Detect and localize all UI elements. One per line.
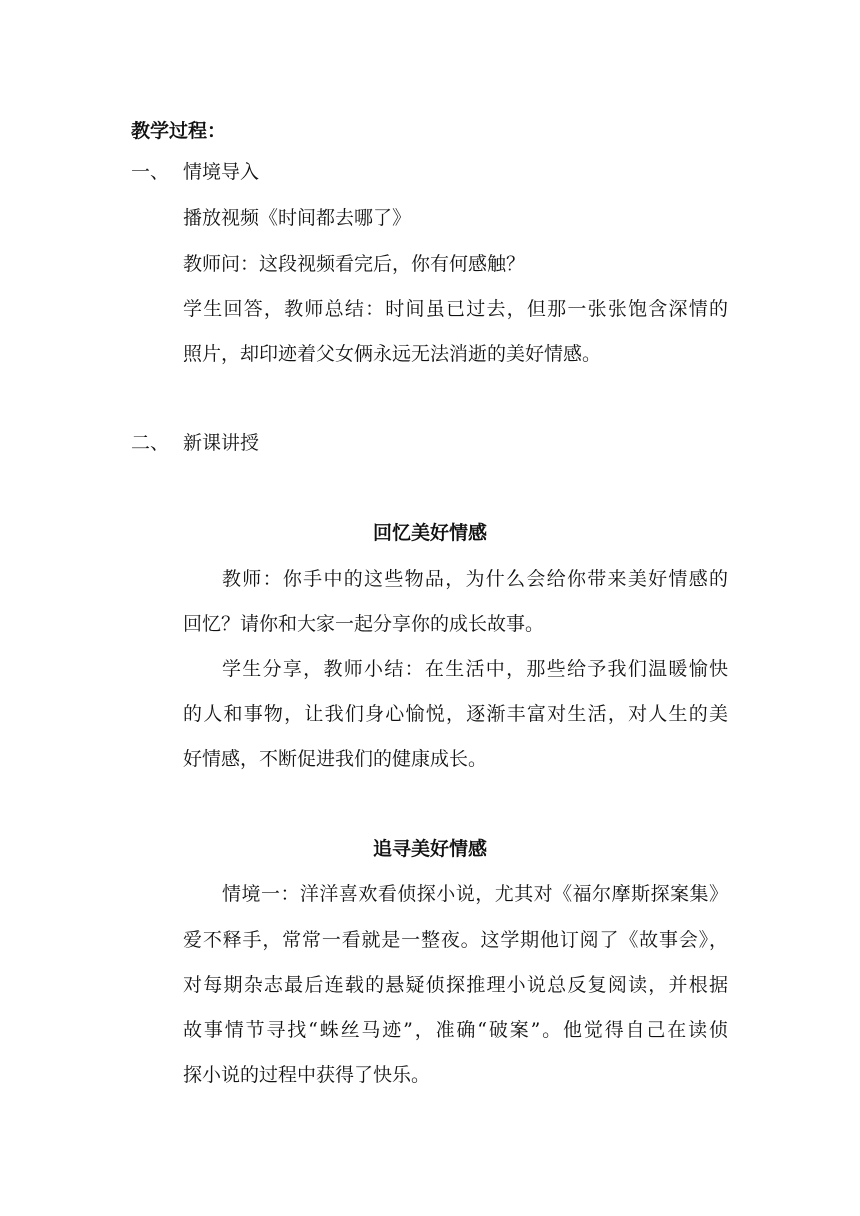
subsection-2-line-4: 故事情节寻找“蛛丝马迹”，准确“破案”。他觉得自己在读侦 (183, 1019, 728, 1041)
subsection-1-line-3: 学生分享，教师小结：在生活中，那些给予我们温暖愉快 (222, 658, 728, 680)
page-heading: 教学过程： (131, 120, 227, 142)
subsection-1-line-2: 回忆？请你和大家一起分享你的成长故事。 (183, 613, 545, 635)
subsection-2-line-2: 爱不释手，常常一看就是一整夜。这学期他订阅了《故事会》， (183, 929, 728, 951)
section-2-number: 二、 (131, 432, 170, 454)
section-1-number: 一、 (131, 161, 170, 183)
section-1-line-3: 学生回答，教师总结：时间虽已过去，但那一张张饱含深情的 (183, 298, 728, 320)
subsection-1-line-5: 好情感，不断促进我们的健康成长。 (183, 748, 488, 770)
section-1-line-1: 播放视频《时间都去哪了》 (183, 207, 412, 229)
subsection-1-line-1: 教师：你手中的这些物品，为什么会给你带来美好情感的 (222, 568, 728, 590)
subsection-2-line-1: 情境一：洋洋喜欢看侦探小说，尤其对《福尔摩斯探案集》 (222, 883, 728, 905)
subsection-1-line-4: 的人和事物，让我们身心愉悦，逐渐丰富对生活，对人生的美 (183, 703, 728, 725)
section-2-title: 新课讲授 (183, 432, 260, 454)
subsection-1-title: 回忆美好情感 (372, 522, 487, 544)
subsection-2-title: 追寻美好情感 (372, 838, 487, 860)
section-1-line-2: 教师问：这段视频看完后，你有何感触？ (183, 253, 526, 275)
subsection-2-line-3: 对每期杂志最后连载的悬疑侦探推理小说总反复阅读，并根据 (183, 974, 728, 996)
subsection-2-line-5: 探小说的过程中获得了快乐。 (183, 1064, 431, 1086)
section-1-title: 情境导入 (183, 161, 260, 183)
section-1-line-4: 照片，却印迹着父女俩永远无法消逝的美好情感。 (183, 343, 602, 365)
